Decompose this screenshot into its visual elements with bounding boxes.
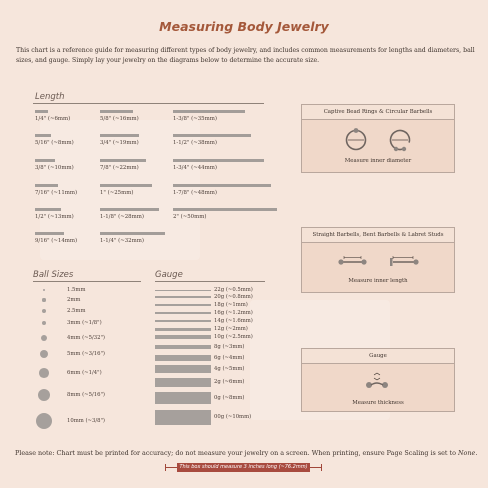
gauge-bar (155, 378, 211, 387)
gauge-bar (155, 320, 211, 322)
ball-size-label: 6mm (~1/4") (67, 369, 102, 376)
length-label: 3/8" (~10mm) (35, 165, 74, 171)
ruler-tick-left (165, 464, 166, 471)
ring-panel-title: Captive Bead Rings & Circular Barbells (302, 105, 454, 120)
print-note-emphasis: None (457, 449, 476, 457)
length-bar (173, 110, 245, 113)
length-label: 5/16" (~8mm) (35, 140, 74, 146)
ruler-label: This box should measure 3 inches long (~76.2mm) (177, 463, 310, 472)
length-bar (35, 134, 51, 137)
ball-size-label: 2.5mm (67, 307, 86, 314)
length-bar (35, 184, 58, 187)
gauge-label: 6g (~4mm) (214, 354, 245, 361)
length-label: 7/16" (~11mm) (35, 190, 78, 196)
length-label: 1-3/8" (~35mm) (173, 116, 217, 122)
gauge-bar (155, 410, 211, 425)
length-label: 1-1/4" (~32mm) (100, 238, 144, 244)
length-bar (35, 110, 48, 113)
ring-measure-panel (301, 104, 455, 173)
ball-sizes-divider (33, 281, 141, 282)
print-note-end: . (475, 449, 478, 457)
ball-size-dot (42, 309, 46, 313)
ball-size-dot (42, 321, 47, 326)
length-bar (173, 184, 271, 187)
ball-size-label: 2mm (67, 296, 81, 303)
length-label: 1-1/2" (~38mm) (173, 140, 217, 146)
gauge-divider (155, 281, 265, 282)
gauge-label: 4g (~5mm) (214, 365, 245, 372)
ball-size-dot (43, 289, 45, 291)
gauge-measure-panel (301, 348, 455, 412)
page-title: Measuring Body Jewelry (159, 19, 329, 34)
gauge-bar (155, 296, 211, 297)
length-bar (35, 208, 61, 211)
ball-size-label: 10mm (~3/8") (67, 417, 106, 424)
gauge-bar (155, 335, 211, 339)
ball-size-dot (41, 335, 47, 341)
gauge-panel-title: Gauge (302, 349, 454, 364)
gauge-panel-caption: Measure thickness (352, 400, 404, 406)
print-note-text: Please note: Chart must be printed for accuracy; do not measure your jewelry on a screen. When printing, ensure Page Scaling is set to (15, 449, 458, 457)
length-label: 3/4" (~19mm) (100, 140, 139, 146)
ball-size-label: 8mm (~5/16") (67, 391, 106, 398)
ball-size-dot (40, 350, 48, 358)
gauge-label: 10g (~2.5mm) (214, 333, 253, 340)
ball-size-label: 5mm (~3/16") (67, 350, 106, 357)
ball-size-label: 3mm (~1/8") (67, 319, 102, 326)
ball-size-dot (39, 368, 49, 378)
gauge-label: 0g (~8mm) (214, 394, 245, 401)
length-bar (100, 184, 152, 187)
length-label: 7/8" (~22mm) (100, 165, 139, 171)
calibration-ruler (165, 463, 322, 472)
gauge-label: 8g (~3mm) (214, 343, 245, 350)
length-bar (100, 208, 159, 211)
length-label: 5/8" (~16mm) (100, 116, 139, 122)
length-label: 1-7/8" (~48mm) (173, 190, 217, 196)
gauge-diagram-icon (302, 363, 454, 399)
length-divider (33, 103, 264, 104)
length-bar (100, 134, 139, 137)
length-label: 1/4" (~6mm) (35, 116, 71, 122)
gauge-label: 20g (~0.8mm) (214, 293, 253, 300)
length-bar (100, 159, 146, 162)
length-label: 9/16" (~14mm) (35, 238, 78, 244)
ruler-tick-right (321, 464, 322, 471)
gauge-bar (155, 328, 211, 331)
length-label: 1-3/4" (~44mm) (173, 165, 217, 171)
gauge-bar (155, 365, 211, 373)
ball-size-label: 4mm (~5/32") (67, 334, 106, 341)
gauge-bar (155, 392, 211, 404)
length-bar (100, 110, 133, 113)
ring-panel-caption: Measure inner diameter (344, 158, 412, 164)
gauge-bar (155, 355, 211, 361)
gauge-bar (155, 304, 211, 306)
gauge-heading: Gauge (155, 270, 183, 280)
gauge-label: 22g (~0.5mm) (214, 286, 253, 293)
length-heading: Length (35, 92, 65, 102)
gauge-bar (155, 312, 211, 314)
length-bar (173, 208, 277, 211)
gauge-bar (155, 290, 211, 291)
ball-size-label: 1.5mm (67, 286, 86, 293)
gauge-label: 00g (~10mm) (214, 413, 252, 420)
length-label: 1-1/8" (~28mm) (100, 214, 144, 220)
length-bar (35, 159, 55, 162)
barbell-panel-caption: Measure inner length (348, 278, 408, 284)
gauge-label: 18g (~1mm) (214, 301, 248, 308)
length-bar (173, 159, 264, 162)
intro-paragraph: This chart is a reference guide for measuring different types of body jewelry, and includes common measurements for lengths and diameters, ball sizes, and gauge. Simply lay your jewelry on the diagrams below to determine the accurate size. (16, 47, 475, 64)
ball-sizes-heading: Ball Sizes (33, 270, 74, 280)
gauge-bar (155, 345, 211, 350)
length-label: 2" (~50mm) (173, 214, 207, 220)
gauge-label: 14g (~1.6mm) (214, 317, 253, 324)
barbell-panel-title: Straight Barbells, Bent Barbells & Labret Studs (302, 228, 454, 243)
length-label: 1/2" (~13mm) (35, 214, 74, 220)
length-bar (100, 232, 165, 235)
print-note (15, 449, 485, 457)
length-label: 1" (~25mm) (100, 190, 134, 196)
barbell-measure-panel (301, 227, 455, 293)
length-bar (35, 232, 64, 235)
gauge-label: 12g (~2mm) (214, 325, 248, 332)
gauge-label: 16g (~1.2mm) (214, 309, 253, 316)
ball-size-dot (42, 298, 45, 301)
length-bar (173, 134, 251, 137)
ball-size-dot (38, 389, 51, 402)
ball-size-dot (36, 413, 52, 429)
gauge-label: 2g (~6mm) (214, 378, 245, 385)
barbell-diagram-icon (302, 242, 454, 282)
